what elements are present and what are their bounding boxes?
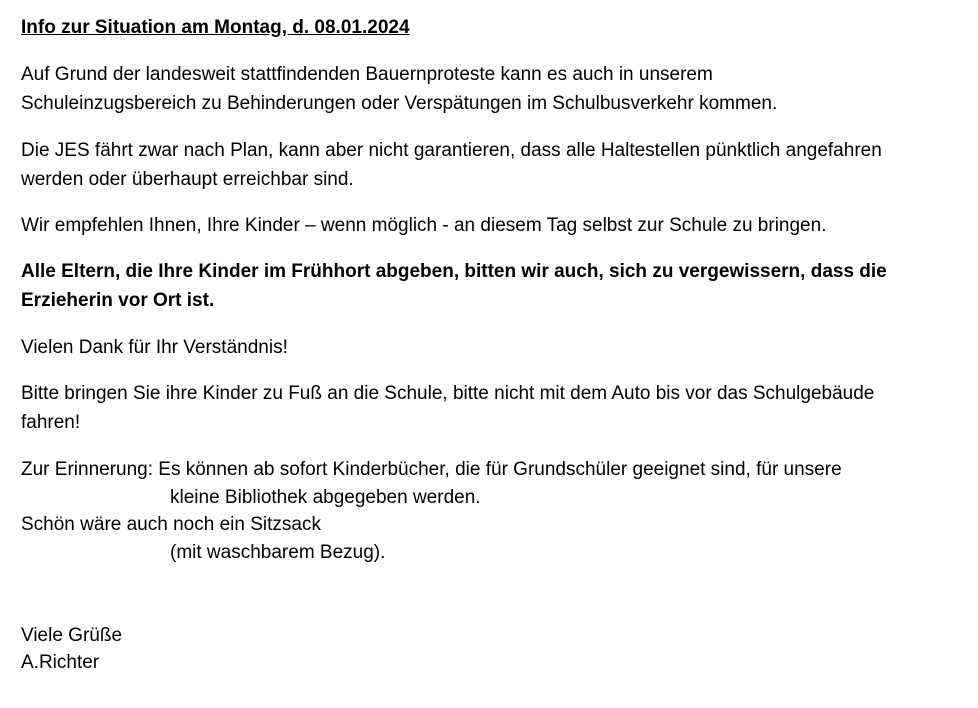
paragraph-5-line-1: Vielen Dank für Ihr Verständnis!: [21, 337, 288, 358]
paragraph-6-line-1: Bitte bringen Sie ihre Kinder zu Fuß an die Schule, bitte nicht mit dem Auto bis vor das Schulgebäude: [21, 383, 875, 404]
paragraph-6-line-2: fahren!: [21, 412, 81, 433]
paragraph-4-line-1: Alle Eltern, die Ihre Kinder im Frühhort abgeben, bitten wir auch, sich zu vergewissern, dass die: [21, 261, 887, 282]
paragraph-1-line-1: Auf Grund der landesweit stattfindenden Bauernproteste kann es auch in unserem: [21, 64, 713, 85]
document-title: Info zur Situation am Montag, d. 08.01.2024: [21, 17, 410, 38]
signature: A.Richter: [21, 652, 100, 673]
reminder-line-3: Schön wäre auch noch ein Sitzsack: [21, 514, 321, 535]
reminder-line-2: kleine Bibliothek abgegeben werden.: [170, 487, 481, 508]
paragraph-3-line-1: Wir empfehlen Ihnen, Ihre Kinder – wenn möglich - an diesem Tag selbst zur Schule zu bringen.: [21, 215, 827, 236]
closing-greeting: Viele Grüße: [21, 625, 123, 646]
reminder-line-4: (mit waschbarem Bezug).: [170, 542, 386, 563]
reminder-line-1: Zur Erinnerung: Es können ab sofort Kinderbücher, die für Grundschüler geeignet sind, für unsere: [21, 459, 842, 480]
paragraph-1-line-2: Schuleinzugsbereich zu Behinderungen oder Verspätungen im Schulbusverkehr kommen.: [21, 93, 778, 114]
paragraph-2-line-1: Die JES fährt zwar nach Plan, kann aber nicht garantieren, dass alle Haltestellen pünktlich angefahren: [21, 140, 882, 161]
paragraph-2-line-2: werden oder überhaupt erreichbar sind.: [21, 169, 354, 190]
paragraph-4-line-2: Erzieherin vor Ort ist.: [21, 290, 215, 311]
